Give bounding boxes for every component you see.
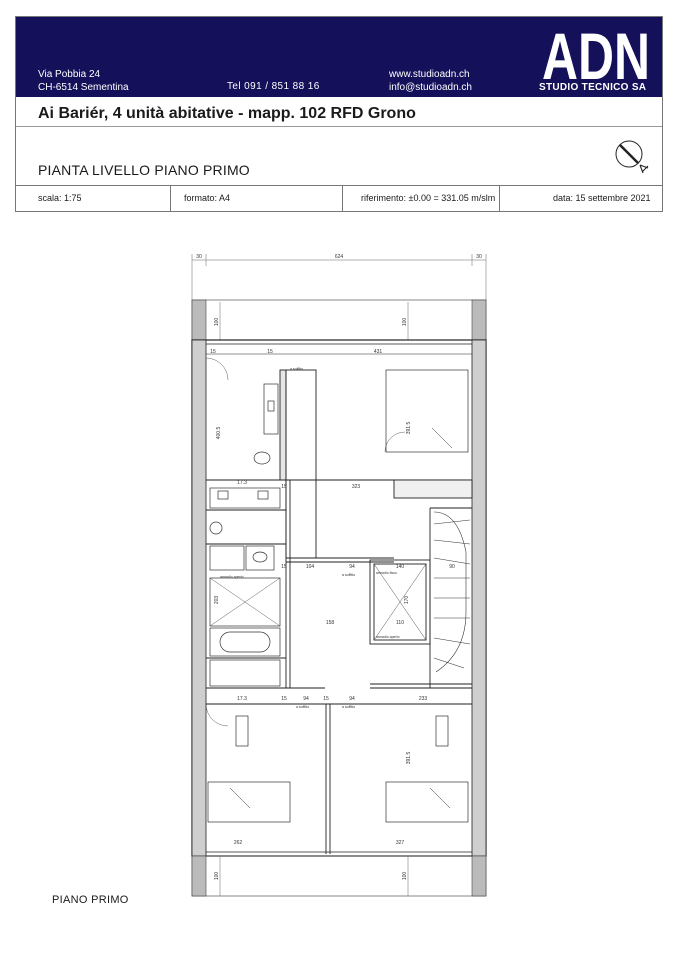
logo-letters: ADN [542,21,650,93]
dim-w-17-3b: 17.3 [237,696,247,702]
dim-overhang-top-right: 100 [402,317,408,327]
cell-divider [170,185,171,212]
studio-website: www.studioadn.ch [389,69,470,80]
bedroom-upper-right [385,370,468,452]
dim-15-c: 15 [281,484,287,490]
note-armadio-2: armadio aperto [376,635,400,639]
dim-15-e: 15 [281,696,287,702]
dim-h-203: 203 [214,595,220,605]
address-city: CH-6514 Sementina [38,82,129,93]
dim-w-94a: 94 [349,564,355,570]
cell-divider [499,185,500,212]
floor-label: PIANO PRIMO [52,894,129,906]
logo-caption: STUDIO TECNICO SA [539,82,647,93]
dim-overhang-bottom-right: 100 [402,871,408,881]
dim-overhang-bottom-left: 100 [214,871,220,881]
date-label: data: 15 settembre 2021 [553,193,651,203]
dim-room-width: 431 [373,349,383,355]
dim-top-total: 624 [334,254,344,260]
dim-15-d: 15 [281,564,287,570]
project-title: Ai Bariér, 4 unità abitative - mapp. 102 RFD Grono [38,105,416,122]
note-soffitto-1: a soffitto [290,367,304,371]
interior-walls [206,370,472,854]
dim-overhang-top-left: 100 [214,317,220,327]
staircase [434,512,470,672]
scale-label: scala: 1:75 [38,193,82,203]
note-soffitto-3: a soffitto [296,705,310,709]
address-street: Via Pobbia 24 [38,69,101,80]
cell-divider [342,185,343,212]
studio-phone: Tel 091 / 851 88 16 [227,81,320,92]
bottom-overhang [192,856,486,896]
note-soffitto-2: a soffitto [342,573,356,577]
dim-bed3-height: 391.5 [406,751,412,765]
dim-w-94c: 94 [349,696,355,702]
bathroom-lower [210,522,280,686]
header-banner [16,17,662,97]
dim-h-170: 170 [404,595,410,605]
dim-bed2-width: 262 [233,840,243,846]
dim-w-90: 90 [449,564,455,570]
dim-bed1-height: 391.5 [406,421,412,435]
bedroom-lower-right [386,716,468,822]
note-armadio-3: armadio fisso [376,571,397,575]
studio-email: info@studioadn.ch [389,82,472,93]
divider [16,126,662,127]
dim-bath-width: 17.3 [237,480,247,486]
dim-w-94b: 94 [303,696,309,702]
dim-15-b: 15 [267,349,273,355]
dim-15-a: 15 [210,349,216,355]
floor-plan [180,248,498,904]
sheet-title: PIANTA LIVELLO PIANO PRIMO [38,162,250,178]
dim-top-left: 30 [196,254,202,260]
studio-address [38,68,129,94]
studio-contacts [389,68,472,94]
dim-w-140: 140 [395,564,405,570]
top-dimension-chain [192,254,486,300]
dim-w-110: 110 [396,620,404,626]
north-arrow-icon [609,134,653,178]
dim-bed3-width: 327 [395,840,405,846]
dim-w-104: 104 [305,564,315,570]
title-block [15,16,663,212]
divider [16,185,662,186]
reference-label: riferimento: ±0.00 = 331.05 m/slm [361,193,496,203]
dim-w-158: 158 [325,620,335,626]
bedroom-lower-left [206,704,290,822]
note-soffitto-4: a soffitto [342,705,356,709]
note-armadio-1: armadio aperto [220,575,244,579]
top-overhang [192,300,486,340]
dim-w-233: 233 [418,696,428,702]
dim-top-right: 30 [476,254,482,260]
dim-bath-height: 400.5 [216,426,222,440]
dim-hall-width: 323 [351,484,361,490]
format-label: formato: A4 [184,193,231,203]
dim-15-f: 15 [323,696,329,702]
